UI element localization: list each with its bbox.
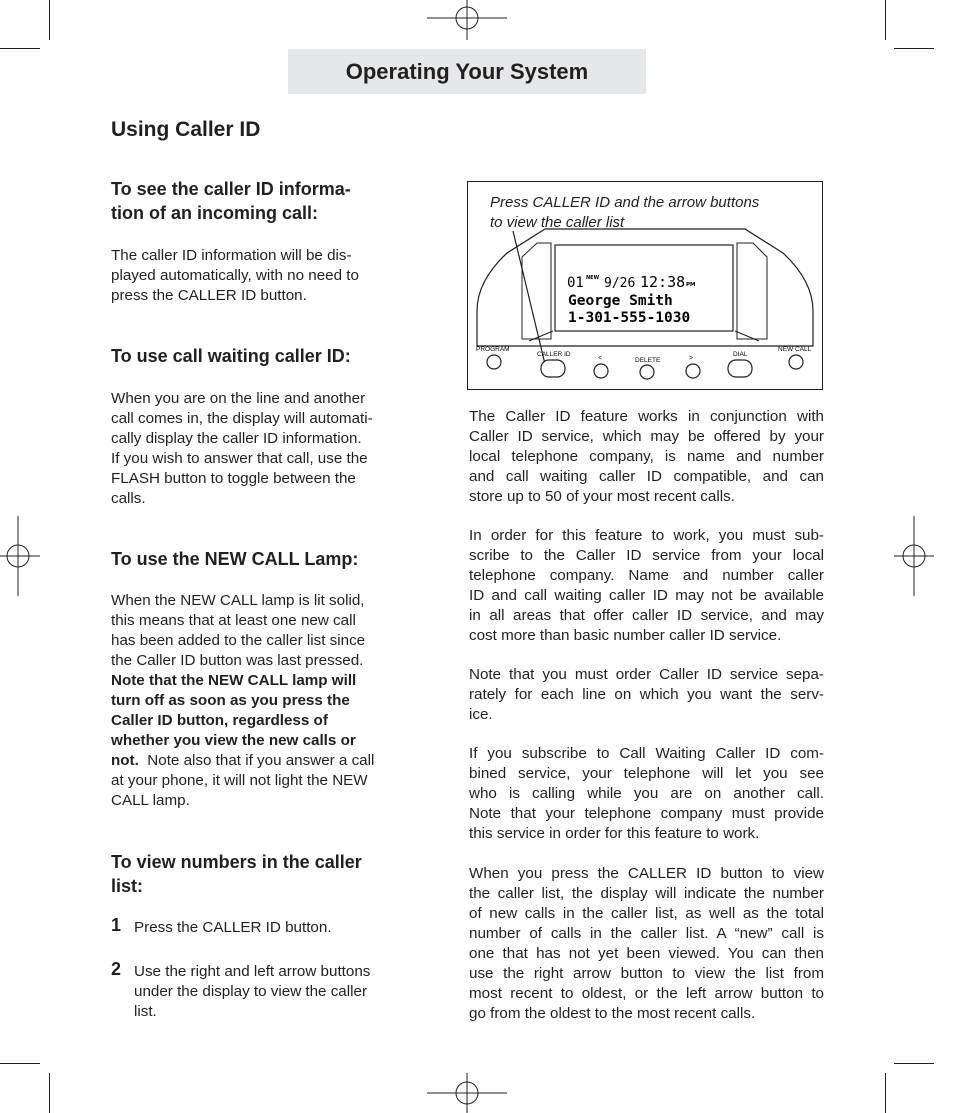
label-dial: DIAL	[733, 351, 748, 358]
crop-mark	[49, 1073, 50, 1113]
crop-mark	[885, 0, 886, 40]
figure-caption: Press CALLER ID and the arrow buttons to view the caller list	[490, 194, 760, 231]
step-2-text: Use the right and left arrow buttons under the display to view the caller list.	[134, 963, 371, 1020]
lcd-time: 12:38	[640, 273, 686, 291]
label-left-arrow: <	[598, 355, 603, 362]
heading-incoming-call: To see the caller ID informa- tion of an incoming call:	[111, 179, 351, 223]
delete-button[interactable]	[640, 365, 654, 379]
page-title: Operating Your System	[345, 58, 589, 84]
label-delete: DELETE	[635, 357, 661, 364]
step-number: 1	[111, 915, 122, 935]
label-right-arrow: >	[689, 355, 694, 362]
lcd-caller-number: 1-301-555-1030	[568, 310, 691, 326]
incoming-call-text: The caller ID information will be dis- played automatically, with no need to press the CALLER ID button.	[111, 247, 359, 304]
paragraph-4: If you subscribe to Call Waiting Caller ID com- bined service, your telephone will let you see who is calling while you are on another call. Note that your telephone company must provide this service in order for this feature to work.	[469, 745, 824, 842]
crop-mark	[49, 0, 50, 40]
crop-mark	[894, 1063, 934, 1064]
lcd-caller-name: George Smith	[568, 293, 673, 309]
step-2	[111, 959, 121, 980]
crop-mark	[0, 48, 40, 49]
lcd-ampm: PM	[686, 282, 696, 288]
label-program: PROGRAM	[476, 346, 510, 353]
new-call-lamp	[789, 355, 803, 369]
step-number: 2	[111, 959, 122, 979]
paragraph-5: When you press the CALLER ID button to view the caller list, the display will indicate the number of new calls in the caller list, as well as the total number of calls in the caller list. A “new” call is one that has not yet been viewed. You can then use the right arrow button to view the list from most recent to oldest, or the left arrow button to go from the oldest to the most recent calls.	[469, 865, 824, 1022]
dial-button[interactable]	[728, 360, 752, 377]
paragraph-2: In order for this feature to work, you must sub- scribe to the Caller ID service from your local telephone company. Name and number caller ID and call waiting caller ID may not be available in all areas that offer caller ID service, and may cost more than basic number caller ID service.	[469, 527, 824, 644]
crop-mark	[885, 1073, 886, 1113]
program-button[interactable]	[487, 355, 501, 369]
registration-mark-left	[0, 516, 40, 596]
caller-id-button[interactable]	[541, 360, 565, 377]
left-arrow-button[interactable]	[594, 364, 608, 378]
registration-mark-top	[427, 0, 507, 40]
paragraph-3: Note that you must order Caller ID service sepa- rately for each line on which you want the serv- ice.	[469, 666, 824, 723]
step-1-text: Press the CALLER ID button.	[134, 919, 332, 936]
heading-view-numbers: To view numbers in the caller list:	[111, 852, 362, 896]
call-waiting-text: When you are on the line and another call comes in, the display will automati- cally display the caller ID information. If you wish to answer that call, use the FLASH button to toggle between the calls.	[111, 390, 373, 507]
registration-mark-right	[894, 516, 934, 596]
lcd-new-tag: NEW	[586, 275, 600, 281]
lcd-index: 01	[567, 275, 584, 291]
phone-display-illustration	[467, 181, 823, 390]
heading-call-waiting: To use call waiting caller ID:	[111, 346, 351, 366]
header-band	[288, 49, 646, 94]
crop-mark	[0, 1063, 40, 1064]
paragraph-1: The Caller ID feature works in conjunction with Caller ID service, which may be offered by your local telephone company, is name and number and call waiting caller ID compatible, and can store up to 50 of your most recent calls.	[469, 408, 824, 505]
crop-mark	[894, 48, 934, 49]
lcd-date: 9/26	[604, 276, 636, 291]
label-caller-id: CALLER ID	[537, 351, 571, 358]
heading-new-call-lamp: To use the NEW CALL Lamp:	[111, 549, 359, 569]
right-arrow-button[interactable]	[686, 364, 700, 378]
step-1	[111, 915, 121, 936]
label-new-call: NEW CALL	[778, 346, 812, 353]
section-title: Using Caller ID	[111, 118, 261, 141]
registration-mark-bottom	[427, 1073, 507, 1113]
new-call-lamp-text: When the NEW CALL lamp is lit solid, this means that at least one new call has been added to the caller list since the Caller ID button was last pressed. Note that the NEW CALL lamp will turn off as soon as you press the Caller ID button, regardless of whether you view the new calls or not. Note also that if you answer a call at your phone, it will not light the NEW CALL lamp.	[111, 592, 375, 809]
